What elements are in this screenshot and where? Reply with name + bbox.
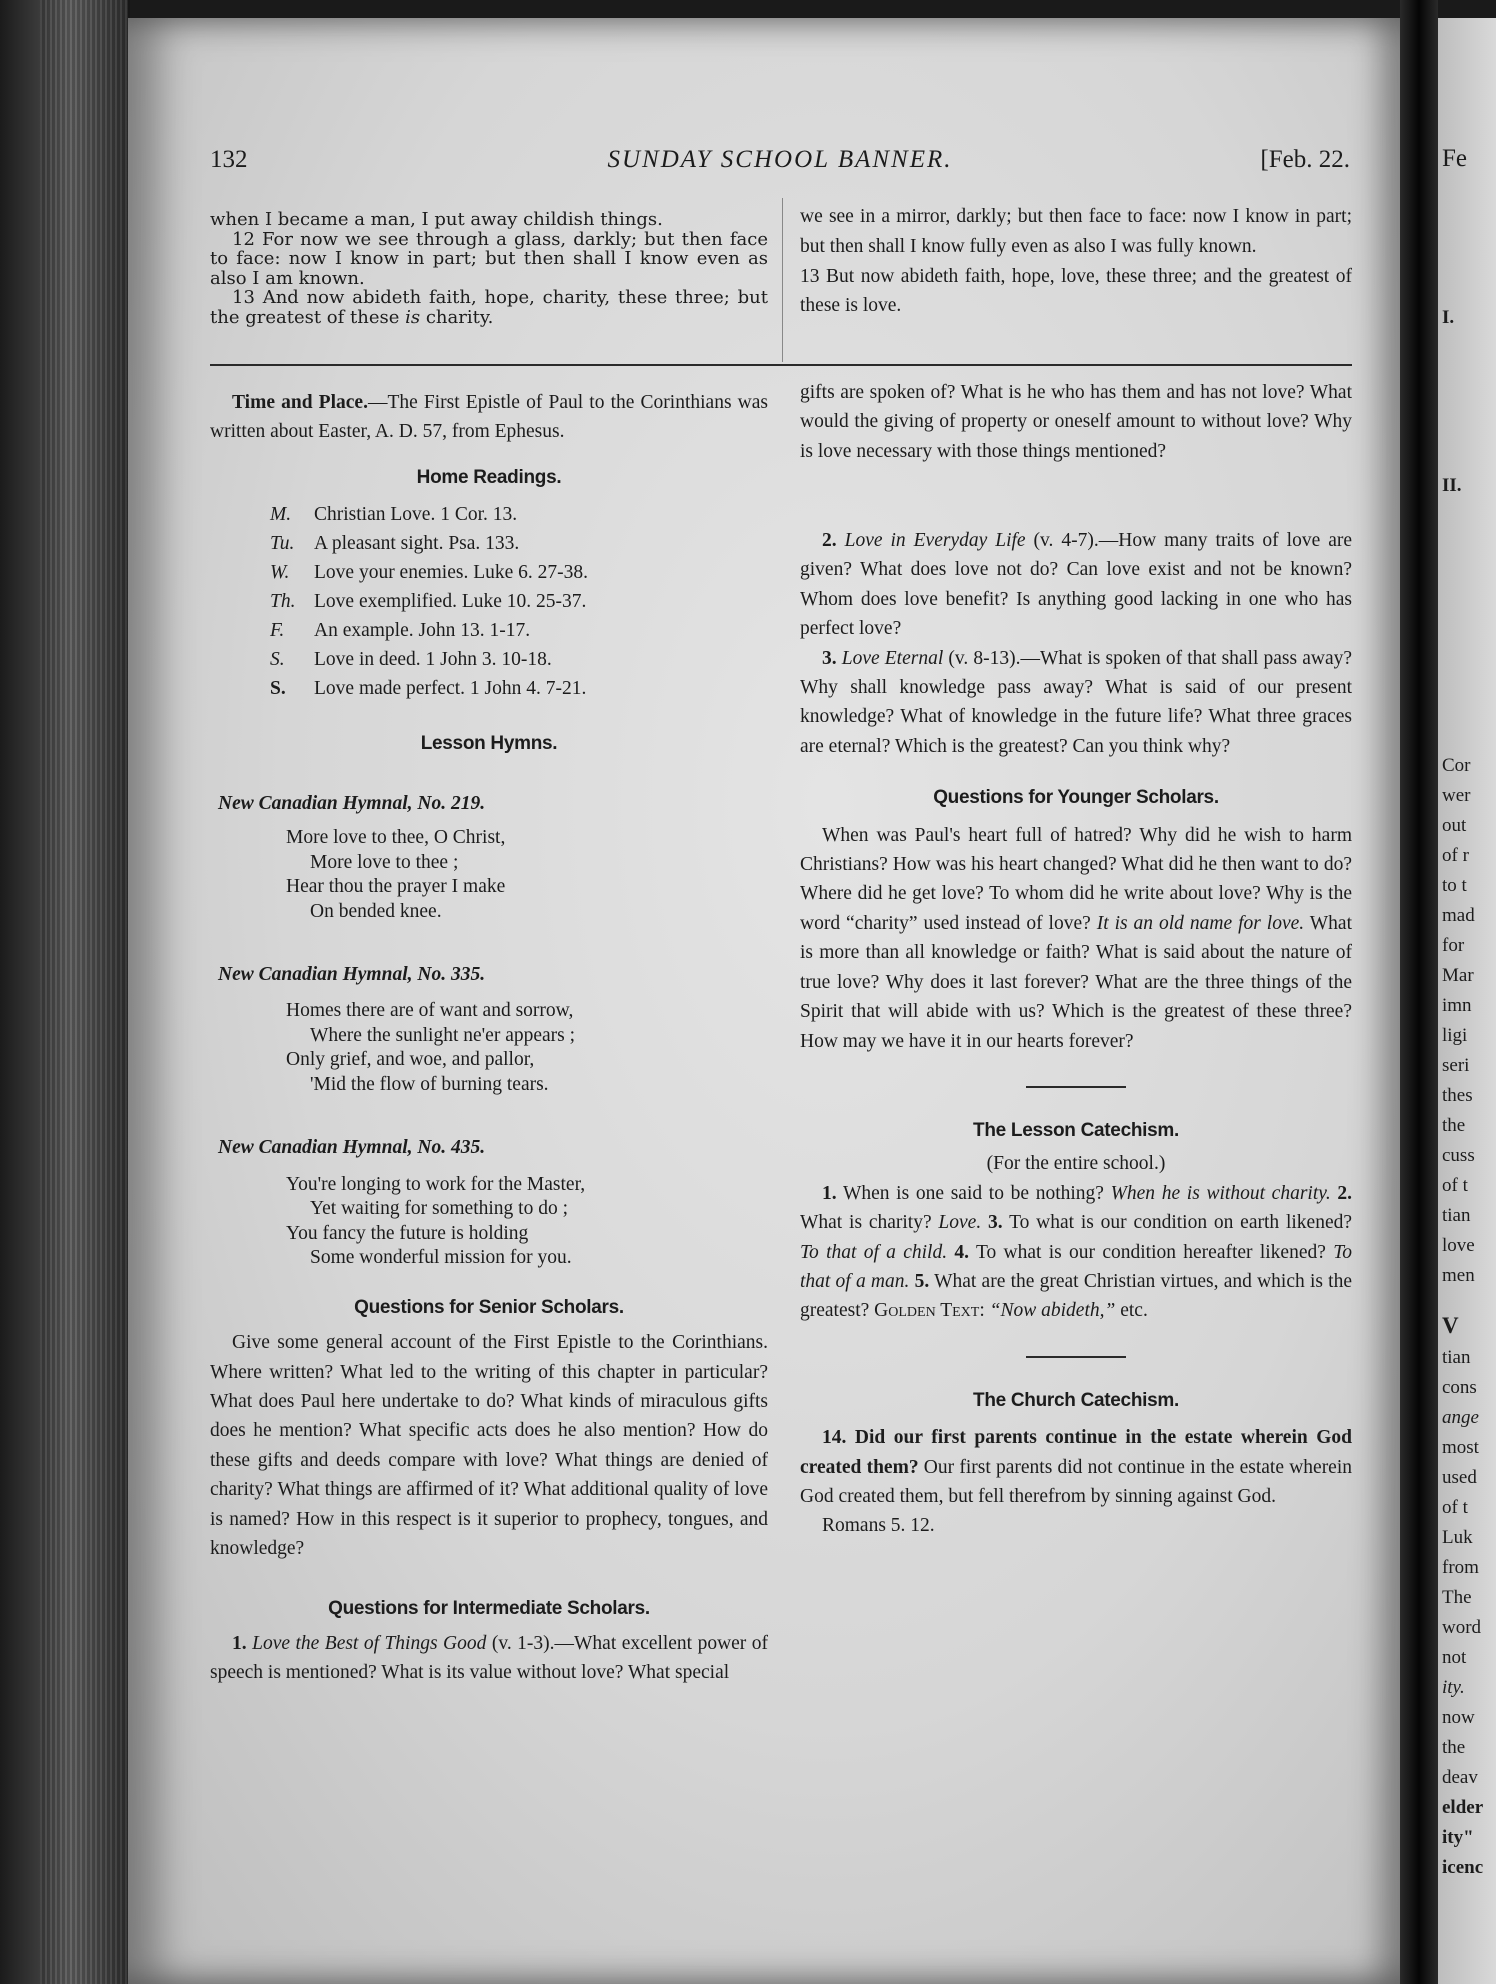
answer-text: To that of a child. [800,1241,948,1263]
reading-day: Th. [270,591,296,613]
next-page-fragment: I. [1442,307,1455,328]
lesson-catechism-subtitle: (For the entire school.) [986,1153,1166,1175]
question-ref: (v. 8-13).— [943,647,1040,669]
reading-text: A pleasant sight. Psa. 133. [314,533,520,555]
next-page-fragment: tian [1442,1347,1471,1368]
younger-text-b: What is more than all knowledge or faith? What is said about the nature of true love? Why does it last forever? What are the three things of the Spirit that will abide with us? Which is the greatest of these three? How may we have it in our hearts forever? [800,912,1352,1052]
reading-text: Love exemplified. Luke 10. 25-37. [314,591,587,613]
right-column [800,378,1352,466]
question-text: To what is our condition on earth likened? [1002,1212,1353,1234]
hymn-line: More love to thee, O Christ, [286,827,506,849]
scripture-new-version [800,202,1352,321]
next-page-fragment: of r [1442,845,1469,866]
question-number: 1. [822,1182,837,1204]
running-header [210,146,1350,182]
column-divider [782,198,783,362]
reading-day: W. [270,562,290,584]
next-page-fragment: ity" [1442,1827,1474,1848]
hymn-reference: New Canadian Hymnal, No. 435. [218,1137,486,1159]
page-number: 132 [210,146,248,173]
golden-text-separator: : [979,1300,990,1322]
next-page-fragment: from [1442,1557,1479,1578]
section-rule [210,364,1352,366]
church-catechism-reference: Romans 5. 12. [822,1515,935,1537]
golden-text: “Now abideth,” [989,1300,1116,1322]
next-page-fragment: of t [1442,1175,1468,1196]
younger-answer: It is an old name for love. [1096,912,1305,934]
next-page-fragment: for [1442,935,1465,956]
reading-day: Tu. [270,533,295,555]
left-column [210,388,768,1688]
question-title: Love the Best of Things Good [252,1632,487,1654]
question-number: 2. [822,530,837,551]
intermediate-question-2 [800,526,1352,644]
next-page-fragment: love [1442,1235,1475,1256]
next-page-fragment: to t [1442,875,1467,896]
book-spine-edge [0,0,128,1984]
hymn-verse [210,826,768,924]
question-text: What is spoken of that shall pass away? Why shall knowledge pass away? What is said of our present knowledge? What of knowledge in the future life? What three graces are eternal? Which is the greatest? Can you think why? [800,647,1353,757]
list-item [270,587,768,616]
church-catechism-text [800,1423,1352,1511]
next-page-fragment: seri [1442,1055,1470,1076]
periodical-title: SUNDAY SCHOOL BANNER. [607,146,953,173]
reading-day: M. [270,504,292,526]
list-item [270,645,768,674]
question-number: 3. [981,1212,1003,1234]
hymn-reference: New Canadian Hymnal, No. 219. [218,792,486,814]
question-number: 5. [909,1270,930,1292]
page-edges [40,0,130,1984]
next-page-fragment: of t [1442,1497,1468,1518]
question-text: To what is our condition hereafter likened? [969,1241,1334,1263]
answer-text: When he is without charity. [1110,1182,1331,1204]
hymn-verse [210,999,768,1097]
question-number: 1. [232,1632,247,1654]
next-page-fragment: imn [1442,995,1472,1016]
next-page-fragment: icenc [1442,1857,1484,1878]
next-page-fragment: The [1442,1587,1472,1608]
verse-13-text: 13 And now abideth faith, hope, charity, these three; but the greatest of these [210,287,768,328]
hymn-line: Yet waiting for something to do ; [310,1198,569,1220]
list-item [270,529,768,558]
next-page-fragment: tian [1442,1205,1471,1226]
time-and-place-label: Time and Place. [232,392,368,413]
next-page-fragment: out [1442,815,1467,836]
younger-text-a: When was Paul's heart full of hatred? Why did he wish to harm Christians? How was his heart changed? What did he then want to do? Where did he get love? To whom did he write about love? Why is the word “charity” used instead of love? [800,824,1352,934]
next-page-fragment: word [1442,1617,1482,1638]
younger-questions-heading: Questions for Younger Scholars. [933,787,1219,809]
golden-text-label: Golden Text [874,1300,980,1322]
book-gutter [1400,0,1438,1984]
next-page-fragment: Luk [1442,1527,1473,1548]
hymn-line: Some wonderful mission for you. [310,1247,572,1269]
verse-12: 12 For now we see through a glass, darkly; but then face to face: now I know in part; but then shall I know even as also I am known. [210,228,768,289]
time-and-place-text: —The First Epistle of Paul to the Corinthians was written about Easter, A. D. 57, from Ephesus. [210,392,768,443]
verse-11-end: when I became a man, I put away childish things. [210,209,663,230]
question-ref: (v. 4-7).— [1025,530,1119,551]
right-column-questions [800,526,1352,1541]
scripture-old-version [210,210,768,327]
answer-text: Our first parents did not continue in the estate wherein God created them, but fell therefrom by sinning against God. [800,1456,1353,1507]
next-page-fragment: elder [1442,1797,1484,1818]
younger-questions-text [800,821,1352,1056]
next-page-fragment: wer [1442,785,1471,806]
list-item [270,616,768,645]
church-catechism-heading: The Church Catechism. [973,1389,1179,1411]
hymn-line: Only grief, and woe, and pallor, [286,1049,535,1071]
intermediate-questions-heading: Questions for Intermediate Scholars. [328,1597,650,1619]
lesson-catechism-text [800,1179,1352,1326]
hymn-line: Homes there are of want and sorrow, [286,1000,574,1022]
next-page-fragment: Fe [1442,145,1467,172]
next-page-fragment: ity. [1442,1677,1465,1698]
question-number: 4. [947,1241,970,1263]
answer-text: To that of a man. [800,1241,1352,1292]
question-ref: (v. 1-3).— [486,1632,575,1654]
question-text: What are the great Christian virtues, and which is the greatest? [800,1270,1353,1322]
list-item [270,500,768,529]
verse-12-new: we see in a mirror, darkly; but then face to face: now I know in part; but then shall I know fully even as also I was fully known. [800,206,1352,257]
senior-questions-heading: Questions for Senior Scholars. [354,1296,624,1318]
next-page-fragment: V [1442,1313,1459,1338]
lesson-catechism-heading: The Lesson Catechism. [973,1119,1179,1141]
next-page-fragment: now [1442,1707,1475,1728]
time-and-place [210,388,768,447]
hymn-line: You fancy the future is holding [286,1222,529,1244]
next-page-fragment: not [1442,1647,1467,1668]
question-number: 3. [822,647,837,669]
hymn-line: 'Mid the flow of burning tears. [310,1073,549,1095]
question-text: What is charity? [800,1212,939,1234]
reading-text: An example. John 13. 1-17. [314,620,531,642]
issue-date: [Feb. 22. [1260,146,1350,173]
next-page-fragment: men [1442,1265,1475,1286]
reading-text: Christian Love. 1 Cor. 13. [314,504,518,526]
home-readings-list [210,500,768,703]
next-page-fragment: the [1442,1115,1466,1136]
next-page-fragment: mad [1442,905,1475,926]
reading-day: F. [270,620,285,642]
question-title: Love Eternal [841,647,944,669]
verse-13-end: charity. [420,306,494,328]
hymn-reference: New Canadian Hymnal, No. 335. [218,964,486,986]
question-title: Love in Everyday Life [844,530,1026,551]
question-text: When is one said to be nothing? [836,1182,1111,1204]
next-page-fragment: used [1442,1467,1477,1488]
verse-13 [210,288,768,327]
list-item [270,674,768,703]
question-text: What excellent power of speech is mentioned? What is its value without love? What special [210,1632,769,1684]
next-page-fragment: thes [1442,1085,1473,1106]
next-page-fragment: ange [1442,1407,1479,1428]
next-page-fragment: the [1442,1737,1466,1758]
reading-day: S. [270,678,286,700]
intermediate-continued: gifts are spoken of? What is he who has them and has not love? What would the giving of property or oneself amount to without love? Why is love necessary with those things mentioned? [800,382,1352,462]
golden-text-end: etc. [1115,1300,1148,1322]
next-page-fragment: cuss [1442,1145,1475,1166]
reading-text: Love in deed. 1 John 3. 10-18. [314,649,552,671]
divider [1026,1086,1126,1088]
reading-day: S. [270,649,285,671]
question-number: 14. [822,1427,847,1449]
next-page-fragment: Mar [1442,965,1474,986]
intermediate-question-3 [800,644,1352,762]
hymn-verse [210,1173,768,1271]
next-page-fragment: deav [1442,1767,1478,1788]
reading-text: Love your enemies. Luke 6. 27-38. [314,562,589,584]
next-page-fragment: II. [1442,475,1462,496]
verse-13-italic: is [405,306,421,328]
question-number: 2. [1330,1182,1353,1204]
list-item [270,558,768,587]
hymn-line: More love to thee ; [310,851,459,873]
hymn-line: You're longing to work for the Master, [286,1173,586,1195]
question-text: Did our first parents continue in the estate wherein God created them? [800,1427,1352,1478]
hymn-line: Hear thou the prayer I make [286,876,506,898]
hymn-line: On bended knee. [310,900,442,922]
next-page-fragment: most [1442,1437,1479,1458]
reading-text: Love made perfect. 1 John 4. 7-21. [314,678,587,700]
next-page-fragment: ligi [1442,1025,1468,1046]
next-page-edge [1438,18,1496,1984]
next-page-fragment: Cor [1442,755,1471,776]
home-readings-heading: Home Readings. [416,466,562,488]
divider [1026,1356,1126,1358]
senior-questions-text: Give some general account of the First Epistle to the Corinthians. Where written? What led to the writing of this chapter in particular? What does Paul here undertake to do? What kinds of miraculous gifts does he mention? What specific acts does he also mention? How do these gifts and deeds compare with love? What things are denied of charity? What things are affirmed of it? What additional quality of love is named? How in this respect is it superior to prophecy, tongues, and knowledge? [210,1332,768,1560]
verse-13-new: 13 But now abideth faith, hope, love, these three; and the greatest of these is love. [800,265,1352,317]
question-text: How many traits of love are given? What does love not do? Can love exist and not be known? Whom does love benefit? Is anything good lacking in one who has perfect love? [800,530,1353,640]
lesson-hymns-heading: Lesson Hymns. [420,733,558,755]
hymn-line: Where the sunlight ne'er appears ; [310,1024,576,1046]
intermediate-question-1 [210,1629,768,1688]
answer-text: Love. [938,1212,982,1234]
next-page-fragment: cons [1442,1377,1477,1398]
